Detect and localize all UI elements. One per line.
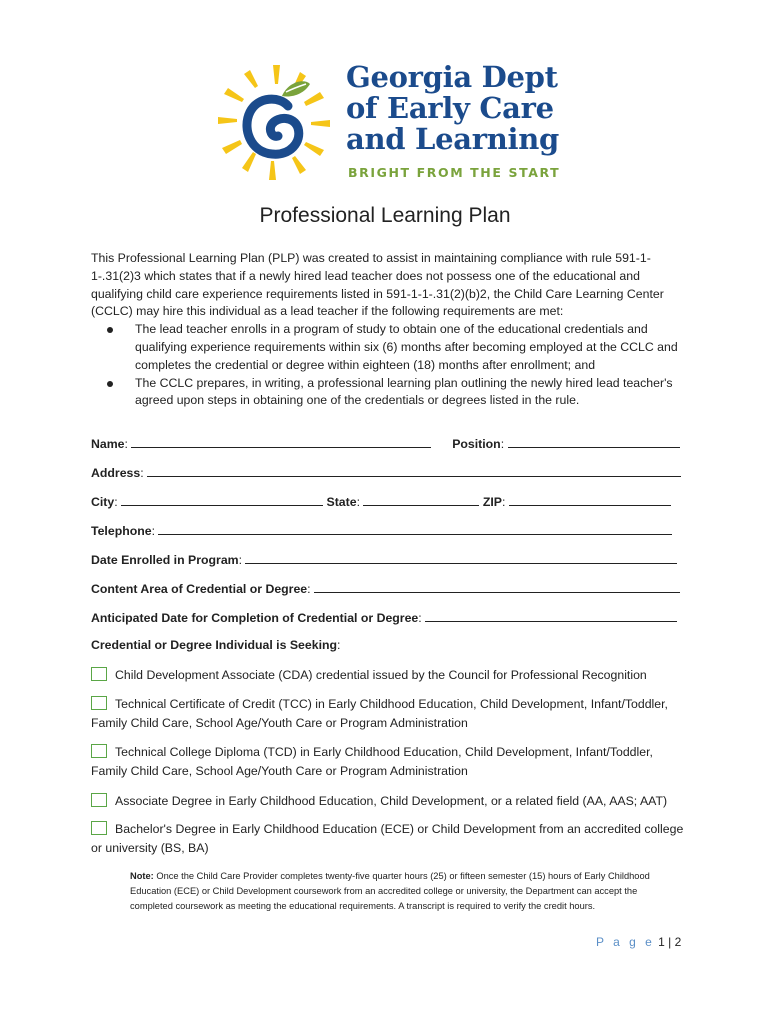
logo-line-3: and Learning	[346, 122, 560, 156]
page-label: P a g e	[596, 935, 655, 949]
requirements-list	[91, 321, 691, 410]
state-label: State	[326, 495, 357, 509]
name-field[interactable]	[131, 435, 431, 448]
position-field[interactable]	[508, 435, 680, 448]
logo-tagline: BRIGHT FROM THE START	[348, 165, 561, 180]
option-tcd	[91, 743, 691, 781]
option-label: Child Development Associate (CDA) credential issued by the Council for Professional Recognition	[115, 668, 647, 682]
page-count: 1 | 2	[658, 935, 682, 949]
list-item: The CCLC prepares, in writing, a professional learning plan outlining the newly hired lead teacher's agreed upon steps in obtaining one of the credentials or degrees listed in the rule.	[135, 375, 691, 411]
page-title: Professional Learning Plan	[259, 204, 511, 227]
agency-logo	[210, 62, 570, 187]
logo-line-1: Georgia Dept	[346, 60, 558, 94]
address-field[interactable]	[147, 464, 681, 477]
option-cda	[91, 666, 691, 685]
date-enrolled-row: Date Enrolled in Program:	[91, 551, 679, 567]
option-bachelor	[91, 820, 691, 858]
intro-section	[91, 250, 691, 410]
date-enrolled-label: Date Enrolled in Program	[91, 553, 239, 567]
state-field[interactable]	[363, 493, 479, 506]
option-tcc	[91, 695, 691, 733]
city-label: City	[91, 495, 115, 509]
tcd-checkbox[interactable]	[91, 744, 107, 758]
logo-line-2: of Early Care	[346, 91, 554, 125]
date-enrolled-field[interactable]	[245, 551, 677, 564]
seeking-label: Credential or Degree Individual is Seeking	[91, 638, 338, 652]
content-area-field[interactable]	[314, 580, 680, 593]
telephone-label: Telephone	[91, 524, 152, 538]
option-label: Bachelor's Degree in Early Childhood Education (ECE) or Child Development from an accredited college or university (BS, BA)	[91, 822, 684, 855]
tcc-checkbox[interactable]	[91, 696, 107, 710]
address-row: Address:	[91, 464, 679, 480]
page-number	[596, 935, 681, 949]
seeking-row: Credential or Degree Individual is Seeking:	[91, 638, 341, 652]
city-field[interactable]	[121, 493, 323, 506]
intro-paragraph: This Professional Learning Plan (PLP) was created to assist in maintaining compliance with rule 591-1-1-.31(2)3 which states that if a newly hired lead teacher does not possess one of the educational and qualifying child care experience requirements listed in 591-1-1-.31(2)(b)2, the Child Care Learning Center (CCLC) may hire this individual as a lead teacher if the following requirements are met:	[91, 251, 664, 319]
name-label: Name	[91, 437, 125, 451]
anticipated-date-row: Anticipated Date for Completion of Credential or Degree:	[91, 609, 679, 625]
telephone-row: Telephone:	[91, 522, 679, 538]
logo-wordmark	[346, 62, 559, 155]
bachelor-checkbox[interactable]	[91, 821, 107, 835]
anticipated-date-field[interactable]	[425, 609, 677, 622]
note-block	[130, 869, 680, 914]
option-label: Associate Degree in Early Childhood Education, Child Development, or a related field (AA, AAS; AAT)	[115, 794, 668, 808]
address-label: Address	[91, 466, 141, 480]
content-area-label: Content Area of Credential or Degree	[91, 582, 308, 596]
associate-checkbox[interactable]	[91, 793, 107, 807]
list-item: The lead teacher enrolls in a program of study to obtain one of the educational credentials and qualifying experience requirements within six (6) months after becoming employed at the CCLC and completes the credential or degree within eighteen (18) months after enrollment; and	[135, 321, 691, 374]
sun-g-logo-icon	[210, 62, 340, 187]
position-label: Position	[452, 437, 501, 451]
option-label: Technical Certificate of Credit (TCC) in Early Childhood Education, Child Development, Infant/Toddler, Family Child Care, School Age/Youth Care or Program Administration	[91, 697, 668, 730]
note-label: Note:	[130, 871, 154, 881]
option-label: Technical College Diploma (TCD) in Early Childhood Education, Child Development, Infant/Toddler, Family Child Care, School Age/Youth Care or Program Administration	[91, 745, 653, 778]
name-position-row: Name: Position:	[91, 435, 679, 451]
zip-label: ZIP	[482, 495, 502, 509]
content-area-row: Content Area of Credential or Degree:	[91, 580, 679, 596]
telephone-field[interactable]	[158, 522, 672, 535]
note-text: Once the Child Care Provider completes twenty-five quarter hours (25) or fifteen semester (15) hours of Early Childhood Education (ECE) or Child Development coursework from an accredited college or university, the Department can accept the completed coursework as meeting the educational requirements. A transcript is required to verify the credit hours.	[130, 871, 650, 911]
city-state-zip-row: City: State: ZIP:	[91, 493, 679, 509]
anticipated-date-label: Anticipated Date for Completion of Credential or Degree	[91, 611, 419, 625]
zip-field[interactable]	[509, 493, 671, 506]
option-associate	[91, 792, 691, 811]
cda-checkbox[interactable]	[91, 667, 107, 681]
